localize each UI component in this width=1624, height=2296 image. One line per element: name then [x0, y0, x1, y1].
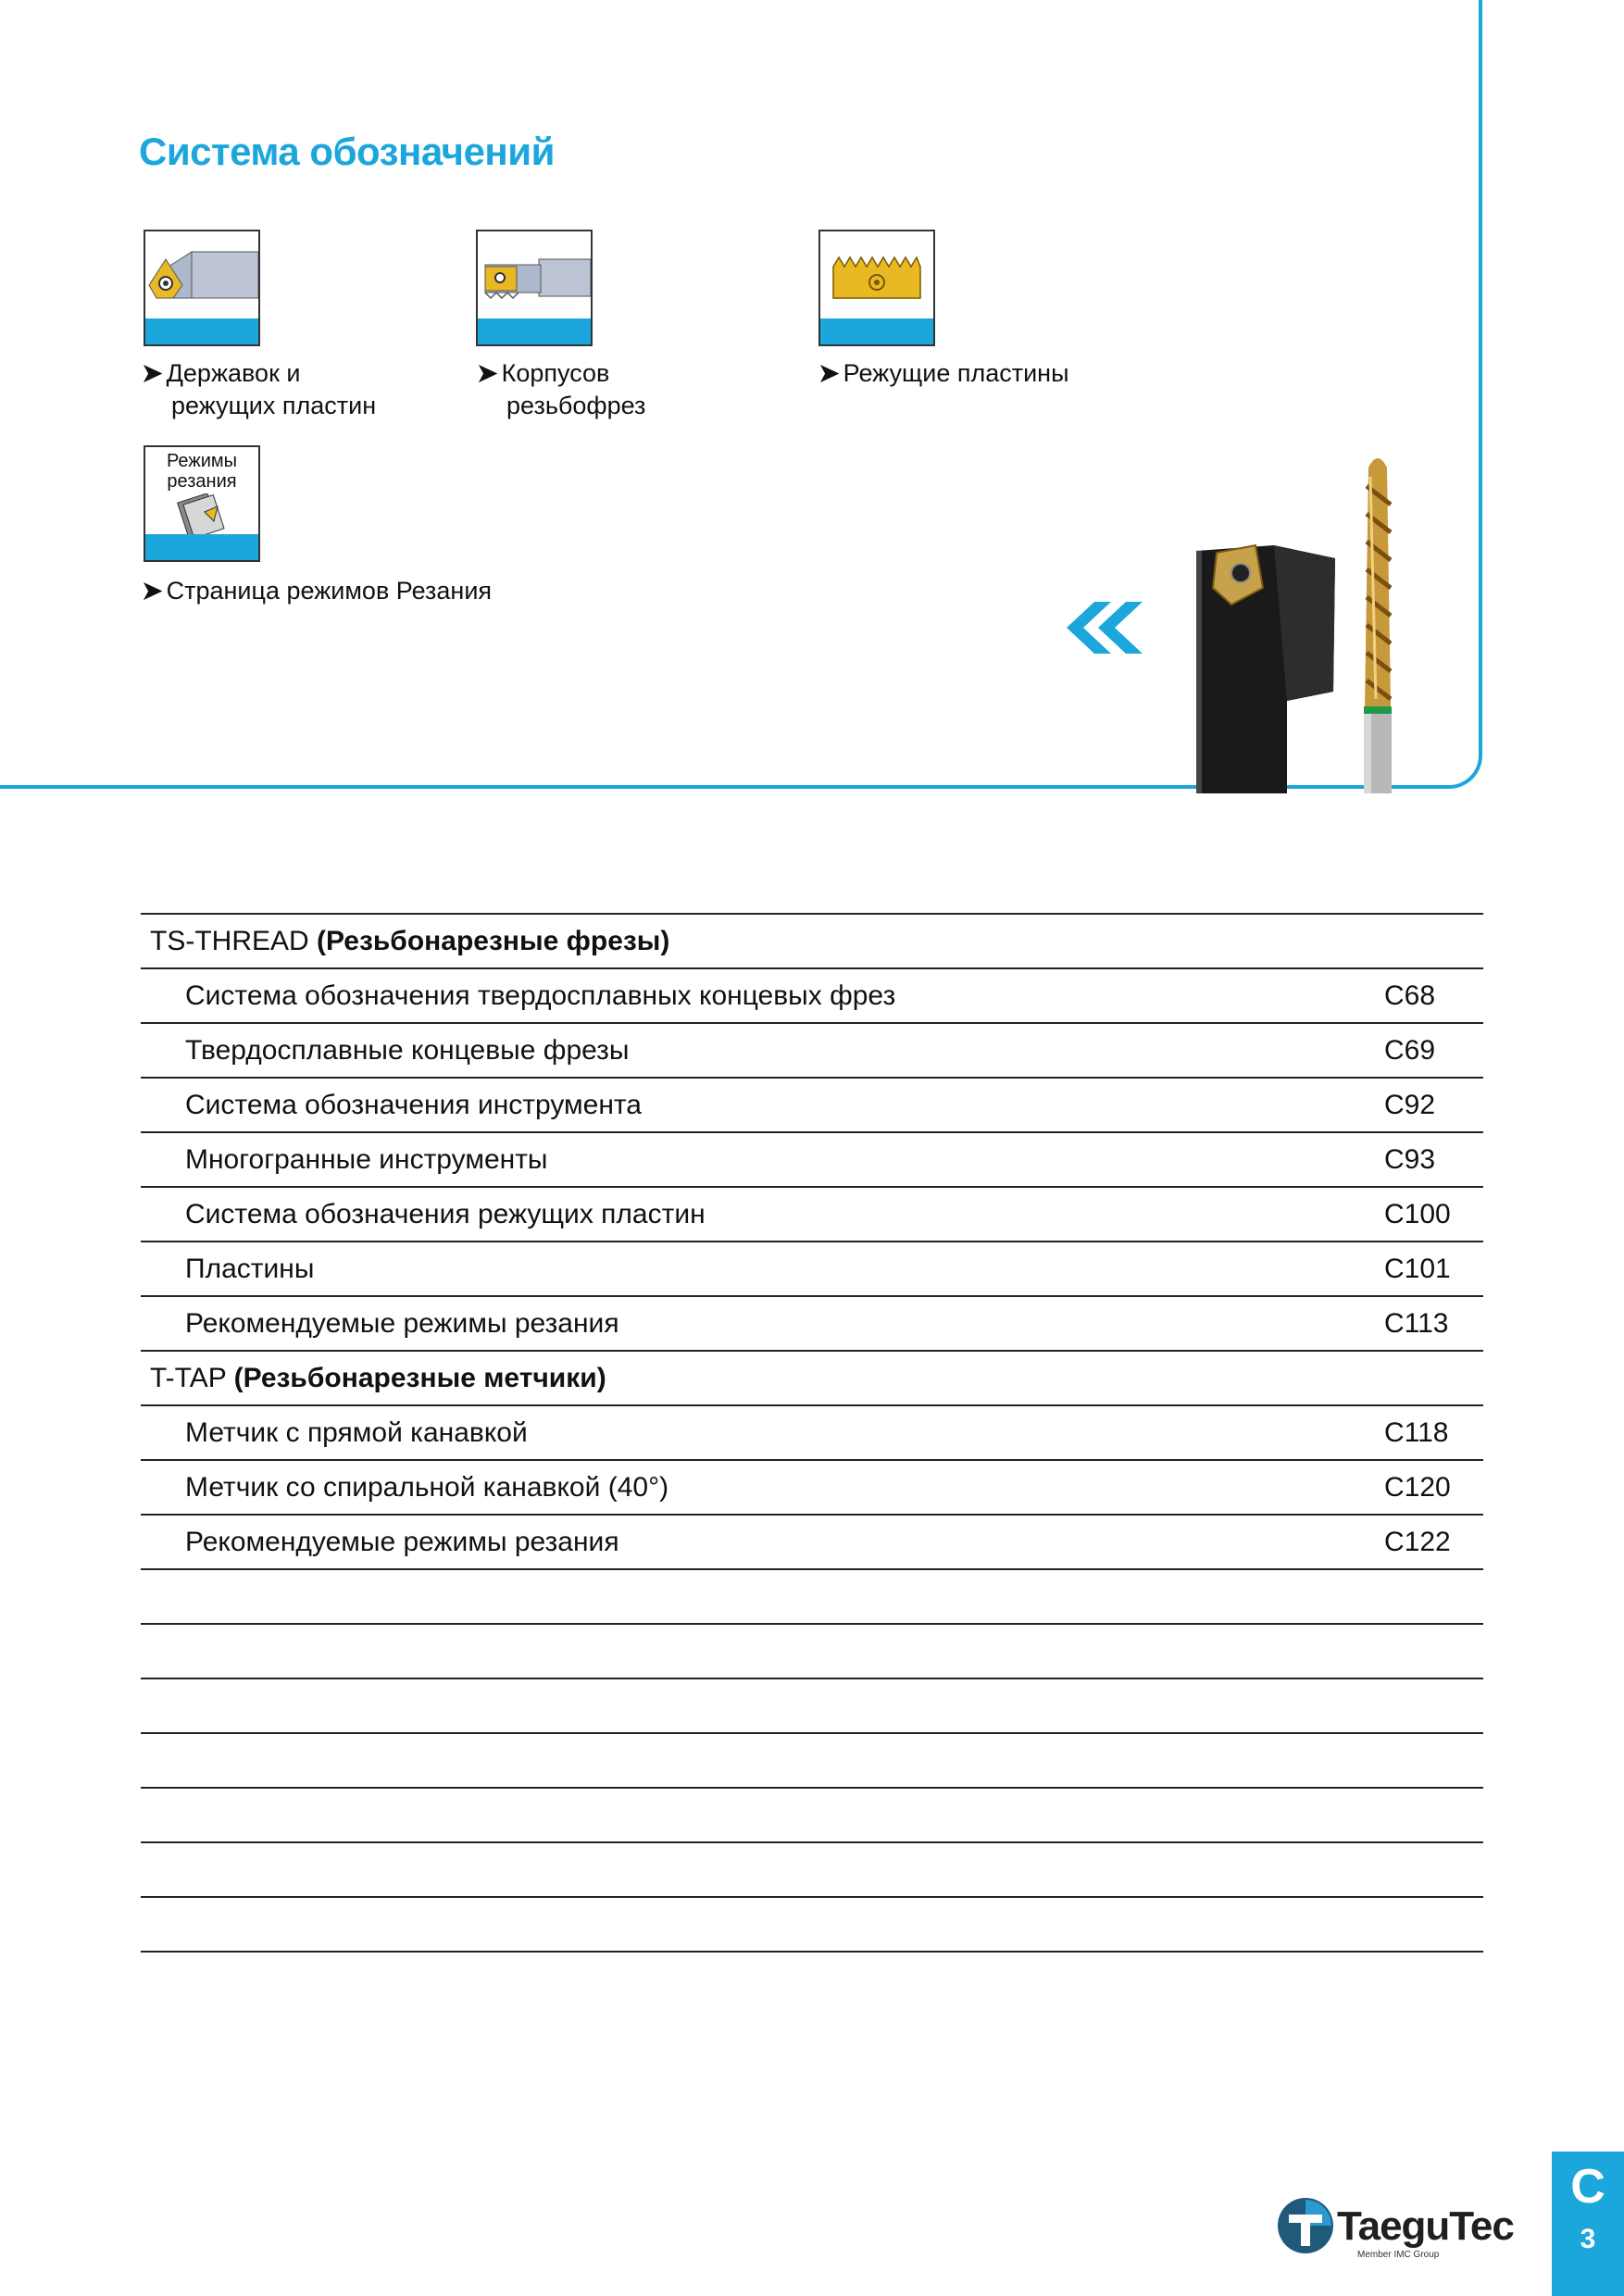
toc-row[interactable] [141, 1297, 1483, 1352]
toc-row-page[interactable]: C101 [1384, 1254, 1451, 1284]
page-number: 3 [1580, 2224, 1596, 2254]
toc-row-page[interactable]: C92 [1384, 1090, 1436, 1120]
bullet-arrow-icon: ➤ [142, 359, 163, 387]
toc-row[interactable] [141, 1242, 1483, 1297]
holder-insert-icon [144, 230, 260, 346]
double-chevron-left-icon[interactable] [1067, 602, 1152, 654]
toc-row-page[interactable]: C100 [1384, 1199, 1451, 1229]
icon-caption-line2: резания [167, 471, 237, 492]
toc-section-ts-thread [141, 913, 1483, 969]
toc-row-label: Система обозначения твердосплавных концевых фрез [185, 980, 896, 1011]
legend-inserts [818, 357, 1069, 390]
section-prefix: T-TAP [150, 1363, 234, 1393]
toc-row-page[interactable]: C68 [1384, 980, 1436, 1011]
logo-subtext: Member IMC Group [1357, 2250, 1440, 2260]
legend-bodies [477, 357, 645, 422]
table-of-contents [141, 913, 1483, 1953]
legend-holders-line1: Державок и [166, 359, 301, 387]
legend-bodies-line1: Корпусов [501, 359, 610, 387]
toc-row-label: Пластины [185, 1254, 315, 1284]
section-suffix: (Резьбонарезные фрезы) [317, 926, 670, 956]
cutting-data-page-icon [144, 445, 260, 562]
toc-row[interactable] [141, 1079, 1483, 1133]
toc-empty-row [141, 1625, 1483, 1679]
toc-empty-row [141, 1843, 1483, 1898]
toc-row-page[interactable]: C118 [1384, 1417, 1449, 1448]
toc-empty-row [141, 1898, 1483, 1953]
bullet-arrow-icon: ➤ [142, 577, 163, 605]
toc-empty-row [141, 1734, 1483, 1789]
toc-section-t-tap [141, 1352, 1483, 1406]
icon-caption [145, 451, 258, 492]
toc-row[interactable] [141, 1024, 1483, 1079]
toc-row-label: Метчик со спиральной канавкой (40°) [185, 1472, 669, 1503]
toc-row-label: Рекомендуемые режимы резания [185, 1527, 619, 1557]
toc-row[interactable] [141, 1188, 1483, 1242]
toc-empty-row [141, 1679, 1483, 1734]
toc-row-label: Система обозначения инструмента [185, 1090, 642, 1120]
legend-holders-line2: режущих пластин [171, 392, 377, 419]
icon-bar [478, 318, 591, 344]
icon-bar [145, 534, 258, 560]
toc-row-label: Многогранные инструменты [185, 1144, 548, 1175]
chapter-side-tab[interactable] [1552, 2152, 1624, 2296]
toc-row-page[interactable]: C93 [1384, 1144, 1436, 1175]
taegutec-logo [1276, 2196, 1514, 2260]
icon-caption-line1: Режимы [166, 451, 238, 471]
toc-empty-row [141, 1789, 1483, 1843]
toc-row-page[interactable]: C120 [1384, 1472, 1451, 1503]
toc-row-page[interactable]: C69 [1384, 1035, 1436, 1066]
chapter-letter: C [1570, 2160, 1605, 2214]
bullet-arrow-icon: ➤ [477, 359, 498, 387]
icon-bar [145, 318, 258, 344]
thread-mill-body-icon [476, 230, 593, 346]
toc-row-label: Твердосплавные концевые фрезы [185, 1035, 630, 1066]
legend-cutting-line1: Страница режимов Резания [166, 577, 493, 605]
toc-row[interactable] [141, 1461, 1483, 1516]
bullet-arrow-icon: ➤ [818, 359, 840, 387]
threading-tools-illustration [1185, 449, 1444, 793]
logo-text: TaeguTec [1337, 2203, 1514, 2249]
toc-row[interactable] [141, 969, 1483, 1024]
toc-row[interactable] [141, 1406, 1483, 1461]
section-suffix: (Резьбонарезные метчики) [233, 1363, 606, 1393]
section-prefix: TS-THREAD [150, 926, 317, 956]
toc-row-label: Метчик с прямой канавкой [185, 1417, 528, 1448]
cutting-insert-icon [818, 230, 935, 346]
icon-bar [820, 318, 933, 344]
toc-row-page[interactable]: C122 [1384, 1527, 1451, 1557]
toc-empty-row [141, 1570, 1483, 1625]
toc-row[interactable] [141, 1133, 1483, 1188]
toc-row[interactable] [141, 1516, 1483, 1570]
page-title: Система обозначений [139, 130, 555, 173]
taegutec-logo-icon [1276, 2196, 1335, 2255]
legend-holders [142, 357, 376, 422]
toc-row-page[interactable]: C113 [1384, 1308, 1449, 1339]
toc-row-label: Система обозначения режущих пластин [185, 1199, 706, 1229]
legend-cutting [142, 575, 492, 607]
legend-inserts-line1: Режущие пластины [843, 359, 1069, 387]
toc-row-label: Рекомендуемые режимы резания [185, 1308, 619, 1339]
legend-bodies-line2: резьбофрез [506, 392, 646, 419]
